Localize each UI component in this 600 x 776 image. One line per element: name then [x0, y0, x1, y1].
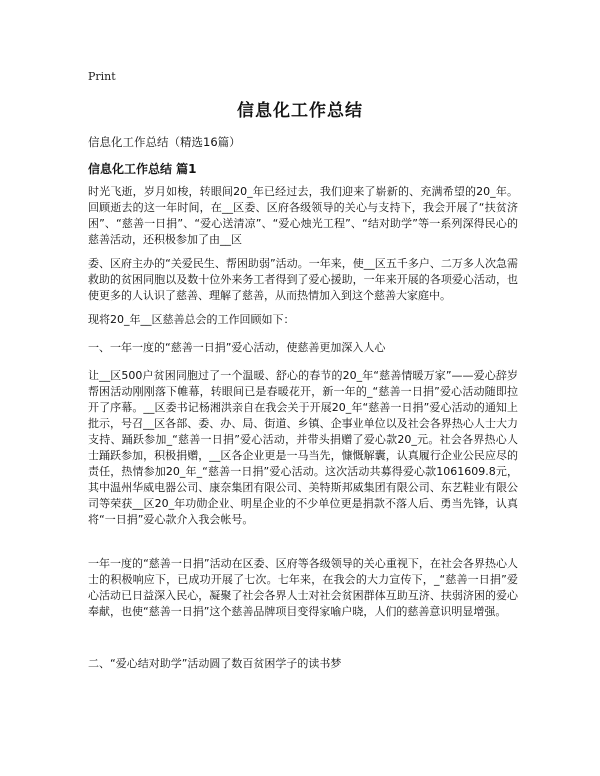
paragraph-heading-1: 一、一年一度的“慈善一日捐”爱心活动，使慈善更加深入人心 [88, 341, 386, 354]
subtitle: 信息化工作总结（精选16篇） [88, 135, 241, 149]
paragraph-seven-years: 一年一度的“慈善一日捐”活动在区委、区府等各级领导的关心重视下，在社会各界热心人士的积极响应下，已成功开展了七次。七年来，在我会的大力宣传下，_“慈善一日捐”爱心活动已日益深入民心，凝聚了社会各界人士对社会贫困群体互助互济、扶弱济困的爱心奉献，也使“慈善一日捐”这个慈善品牌项目变得家喻户晓，人们的慈善意识明显增强。 [88, 557, 518, 618]
paragraph-heading-2: 二、“爱心结对助学”活动圆了数百贫困学子的读书梦 [88, 657, 342, 670]
print-link[interactable]: Print [88, 70, 116, 83]
paragraph-activities: 委、区府主办的“关爱民生、帮困助弱”活动。一年来，使__区五千多户、二万多人次急需救助的贫困同胞以及数十位外来务工者得到了爱心援助，一年来开展的各项爱心活动，也使更多的人认识了慈善、理解了慈善，从而热情加入到这个慈善大家庭中。 [88, 257, 518, 302]
paragraph-review-lead: 现将20_年__区慈善总会的工作回顾如下： [88, 313, 295, 326]
page-title: 信息化工作总结 [237, 101, 363, 121]
paragraph-intro: 时光飞逝，岁月如梭，转眼间20_年已经过去，我们迎来了崭新的、充满希望的20_年。回顾逝去的这一年时间，在__区委、区府各级领导的关心与支持下，我会开展了“扶贫济困”、“慈善一日捐”、“爱心送清凉”、“爱心烛光工程”、“结对助学”等一系列深得民心的慈善活动，还积极参加了由__区 [88, 185, 518, 246]
section-heading: 信息化工作总结 篇1 [88, 162, 197, 176]
paragraph-one-day-donation: 让__区500户贫困同胞过了一个温暖、舒心的春节的20_年“慈善情暖万家”——爱心辞岁帮困活动刚刚落下帷幕，转眼间已是春暖花开，新一年的_“慈善一日捐”爱心活动随即拉开了序幕。__区委书记杨湘洪亲自在我会关于开展20_年“慈善一日捐”爱心活动的通知上批示，号召__区各部、委、办、局、街道、乡镇、企事业单位以及社会各界热心人士大力支持、踊跃参加_“慈善一日捐”爱心活动，并带头捐赠了爱心款20_元。社会各界热心人士踊跃参加，积极捐赠，__区各企业更是一马当先，慷慨解囊，认真履行企业公民应尽的责任，热情参加20_年_“慈善一日捐”爱心活动。这次活动共募得爱心款1061609.8元，其中温州华威电器公司、康奈集团有限公司、美特斯邦威集团有限公司、东艺鞋业有限公司等荣获__区20_年功勋企业、明星企业的不少单位更是捐款不落人后、勇当先锋，认真将“一日捐”爱心款介入我会帐号。 [88, 369, 518, 526]
